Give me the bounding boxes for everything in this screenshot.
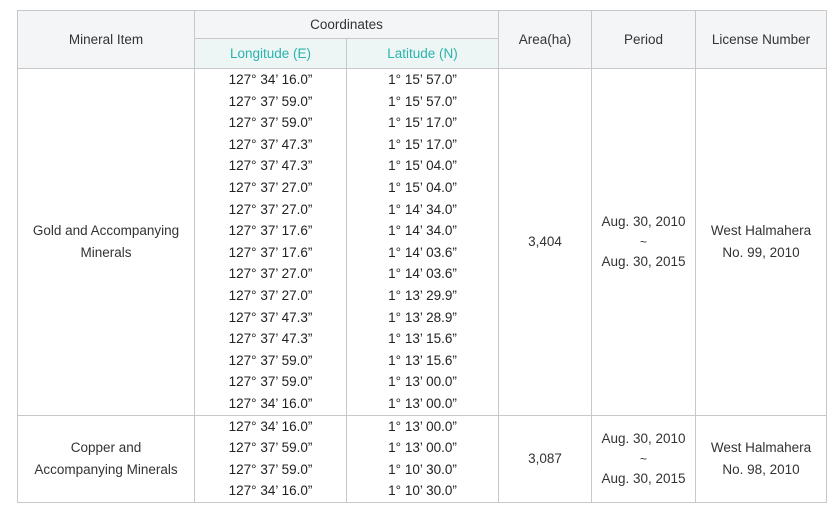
longitude-value: 127° 37’ 17.6” [228, 244, 313, 260]
mineral-item-line: Minerals [80, 244, 132, 260]
period-end: Aug. 30, 2015 [601, 253, 686, 269]
mineral-item-cell [18, 69, 195, 416]
license-number-line: No. 99, 2010 [722, 244, 800, 260]
latitude-value: 1° 14’ 34.0” [388, 201, 457, 217]
longitude-value: 127° 37’ 59.0” [228, 352, 313, 368]
latitude-value: 1° 13’ 00.0” [388, 418, 457, 434]
longitude-value: 127° 37’ 47.3” [228, 309, 313, 325]
longitude-value: 127° 37’ 59.0” [228, 115, 313, 131]
mineral-item-line: Gold and Accompanying [32, 223, 180, 239]
license-number-line: No. 98, 2010 [722, 461, 800, 477]
latitude-cell [347, 69, 499, 416]
longitude-value: 127° 37’ 47.3” [228, 158, 313, 174]
latitude-value: 1° 13’ 00.0” [388, 440, 457, 456]
license-number-header: License Number [696, 11, 827, 69]
period-start: Aug. 30, 2010 [601, 214, 686, 230]
latitude-value: 1° 13’ 00.0” [388, 395, 457, 411]
area-value: 3,087 [528, 451, 562, 467]
latitude-value: 1° 13’ 00.0” [388, 374, 457, 390]
latitude-value: 1° 15’ 17.0” [388, 115, 457, 131]
longitude-cell [195, 69, 347, 416]
latitude-value: 1° 13’ 15.6” [388, 352, 457, 368]
period-end: Aug. 30, 2015 [601, 470, 686, 486]
license-number-cell [696, 415, 827, 502]
latitude-value: 1° 15’ 04.0” [388, 158, 457, 174]
longitude-value: 127° 34’ 16.0” [228, 395, 313, 411]
license-number-line: West Halmahera [710, 440, 812, 456]
longitude-value: 127° 37’ 59.0” [228, 93, 313, 109]
latitude-header: Latitude (N) [347, 39, 499, 69]
longitude-value: 127° 37’ 59.0” [228, 440, 313, 456]
longitude-value: 127° 37’ 27.0” [228, 201, 313, 217]
longitude-value: 127° 34’ 16.0” [228, 483, 313, 499]
longitude-value: 127° 34’ 16.0” [228, 418, 313, 434]
longitude-value: 127° 37’ 47.3” [228, 136, 313, 152]
latitude-value: 1° 14’ 03.6” [388, 244, 457, 260]
table-header [18, 11, 827, 69]
latitude-cell [347, 415, 499, 502]
mineral-license-table [17, 10, 827, 503]
table-row [18, 415, 827, 502]
coordinates-header: Coordinates [195, 11, 499, 39]
longitude-value: 127° 37’ 17.6” [228, 223, 313, 239]
license-number-line: West Halmahera [710, 223, 812, 239]
mineral-item-cell [18, 415, 195, 502]
longitude-value: 127° 37’ 59.0” [228, 374, 313, 390]
mineral-item-header: Mineral Item [18, 11, 195, 69]
table-row [18, 69, 827, 416]
longitude-cell [195, 415, 347, 502]
latitude-value: 1° 15’ 57.0” [388, 93, 457, 109]
longitude-value: 127° 37’ 27.0” [228, 266, 313, 282]
latitude-value: 1° 10’ 30.0” [388, 483, 457, 499]
latitude-value: 1° 13’ 29.9” [388, 287, 457, 303]
period-cell [592, 415, 696, 502]
latitude-value: 1° 10’ 30.0” [388, 461, 457, 477]
longitude-value: 127° 37’ 47.3” [228, 331, 313, 347]
area-cell [499, 415, 592, 502]
area-value: 3,404 [528, 234, 562, 250]
longitude-header: Longitude (E) [195, 39, 347, 69]
latitude-value: 1° 13’ 28.9” [388, 309, 457, 325]
period-header: Period [592, 11, 696, 69]
longitude-value: 127° 37’ 27.0” [228, 287, 313, 303]
table-body [18, 69, 827, 503]
longitude-value: 127° 37’ 59.0” [228, 461, 313, 477]
latitude-value: 1° 14’ 34.0” [388, 223, 457, 239]
area-header: Area(ha) [499, 11, 592, 69]
longitude-value: 127° 34’ 16.0” [228, 72, 313, 87]
latitude-value: 1° 13’ 15.6” [388, 331, 457, 347]
latitude-value: 1° 15’ 17.0” [388, 136, 457, 152]
mineral-item-line: Accompanying Minerals [34, 461, 178, 477]
period-start: Aug. 30, 2010 [601, 431, 686, 447]
mineral-item-line: Copper and [70, 440, 142, 456]
area-cell [499, 69, 592, 416]
period-separator: ~ [640, 451, 648, 466]
period-cell [592, 69, 696, 416]
latitude-value: 1° 15’ 57.0” [388, 72, 457, 87]
license-number-cell [696, 69, 827, 416]
latitude-value: 1° 14’ 03.6” [388, 266, 457, 282]
longitude-value: 127° 37’ 27.0” [228, 179, 313, 195]
header-row-main [18, 11, 827, 39]
latitude-value: 1° 15’ 04.0” [388, 179, 457, 195]
period-separator: ~ [640, 234, 648, 249]
